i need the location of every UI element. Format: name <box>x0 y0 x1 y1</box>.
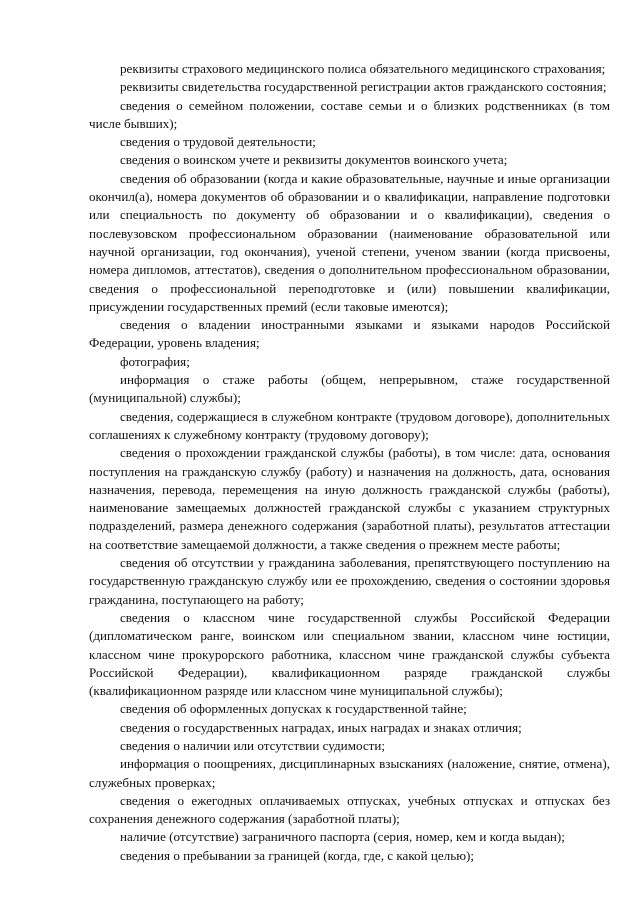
paragraph-photo: фотография; <box>120 353 190 369</box>
paragraph-state-secret-clearance: сведения об оформленных допусках к государственной тайне; <box>120 701 467 717</box>
paragraph-work-activity: сведения о трудовой деятельности; <box>120 134 316 150</box>
paragraph-education: сведения об образовании (когда и какие образовательные, научные и иные организации окончил(а), номера документов об образовании и о квалификации, направление подготовки или специальность по документу об образовании и о квалификации), сведения о послевузовском профессиональном образовании (наименование образовательной или научной организации, год окончания), ученой степени, ученом звании (когда присвоены, номера дипломов, аттестатов), сведения о дополнительном профессиональном образовании, сведения о профессиональной переподготовке и (или) повышении квалификации, присуждении государственных премий (если таковые имеются); <box>89 170 610 314</box>
paragraph-foreign-passport: наличие (отсутствие) заграничного паспорта (серия, номер, кем и когда выдан); <box>120 829 565 845</box>
paragraph-family-status: сведения о семейном положении, составе семьи и о близких родственниках (в том числе бывших); <box>89 97 610 131</box>
paragraph-service-contract: сведения, содержащиеся в служебном контракте (трудовом договоре), дополнительных соглашениях к служебному контракту (трудовому договору); <box>89 408 610 442</box>
paragraph-civil-registration: реквизиты свидетельства государственной регистрации актов гражданского состояния; <box>120 79 607 95</box>
paragraph-incentives-penalties: информация о поощрениях, дисциплинарных взысканиях (наложение, снятие, отмена), служебных проверках; <box>89 756 610 790</box>
paragraph-health: сведения об отсутствии у гражданина заболевания, препятствующего поступлению на государственную гражданскую службу или ее прохождению, сведения о состоянии здоровья гражданина, поступающего на работу; <box>89 555 610 607</box>
paragraph-insurance-policy: реквизиты страхового медицинского полиса обязательного медицинского страхования; <box>120 61 606 76</box>
paragraph-stays-abroad: сведения о пребывании за границей (когда, где, с какой целью); <box>120 847 474 863</box>
document-page <box>89 60 610 865</box>
paragraph-military-registration: сведения о воинском учете и реквизиты документов воинского учета; <box>120 152 508 168</box>
paragraph-work-experience: информация о стаже работы (общем, непрерывном, стаже государственной (муниципальной) службы); <box>89 372 610 406</box>
paragraph-awards: сведения о государственных наградах, иных наградах и знаках отличия; <box>120 719 522 735</box>
paragraph-vacations: сведения о ежегодных оплачиваемых отпусках, учебных отпусках и отпусках без сохранения денежного содержания (заработной платы); <box>89 792 610 827</box>
paragraph-class-rank: сведения о классном чине государственной службы Российской Федерации (дипломатическом ранге, воинском или специальном звании, классном чине юстиции, классном чине прокурорского работника, классном чине гражданской службы субъекта Российской Федерации), квалификационном разряде гражданской службы (квалификационном разряде или классном чине муниципальной службы); <box>89 609 610 699</box>
paragraph-criminal-record: сведения о наличии или отсутствии судимости; <box>120 737 386 753</box>
paragraph-languages: сведения о владении иностранными языками и языками народов Российской Федерации, уровень владения; <box>89 317 610 351</box>
paragraph-civil-service-history: сведения о прохождении гражданской службы (работы), в том числе: дата, основания поступления на гражданскую службу (работу) и назначения на должность, дата, основания назначения, перевода, перемещения на иную должность гражданской службы (работы), наименование замещаемых должностей гражданской службы с указанием структурных подразделений, размера денежного содержания (заработной платы), результатов аттестации на соответствие замещаемой должности, а также сведения о прежнем месте работы; <box>89 445 610 552</box>
